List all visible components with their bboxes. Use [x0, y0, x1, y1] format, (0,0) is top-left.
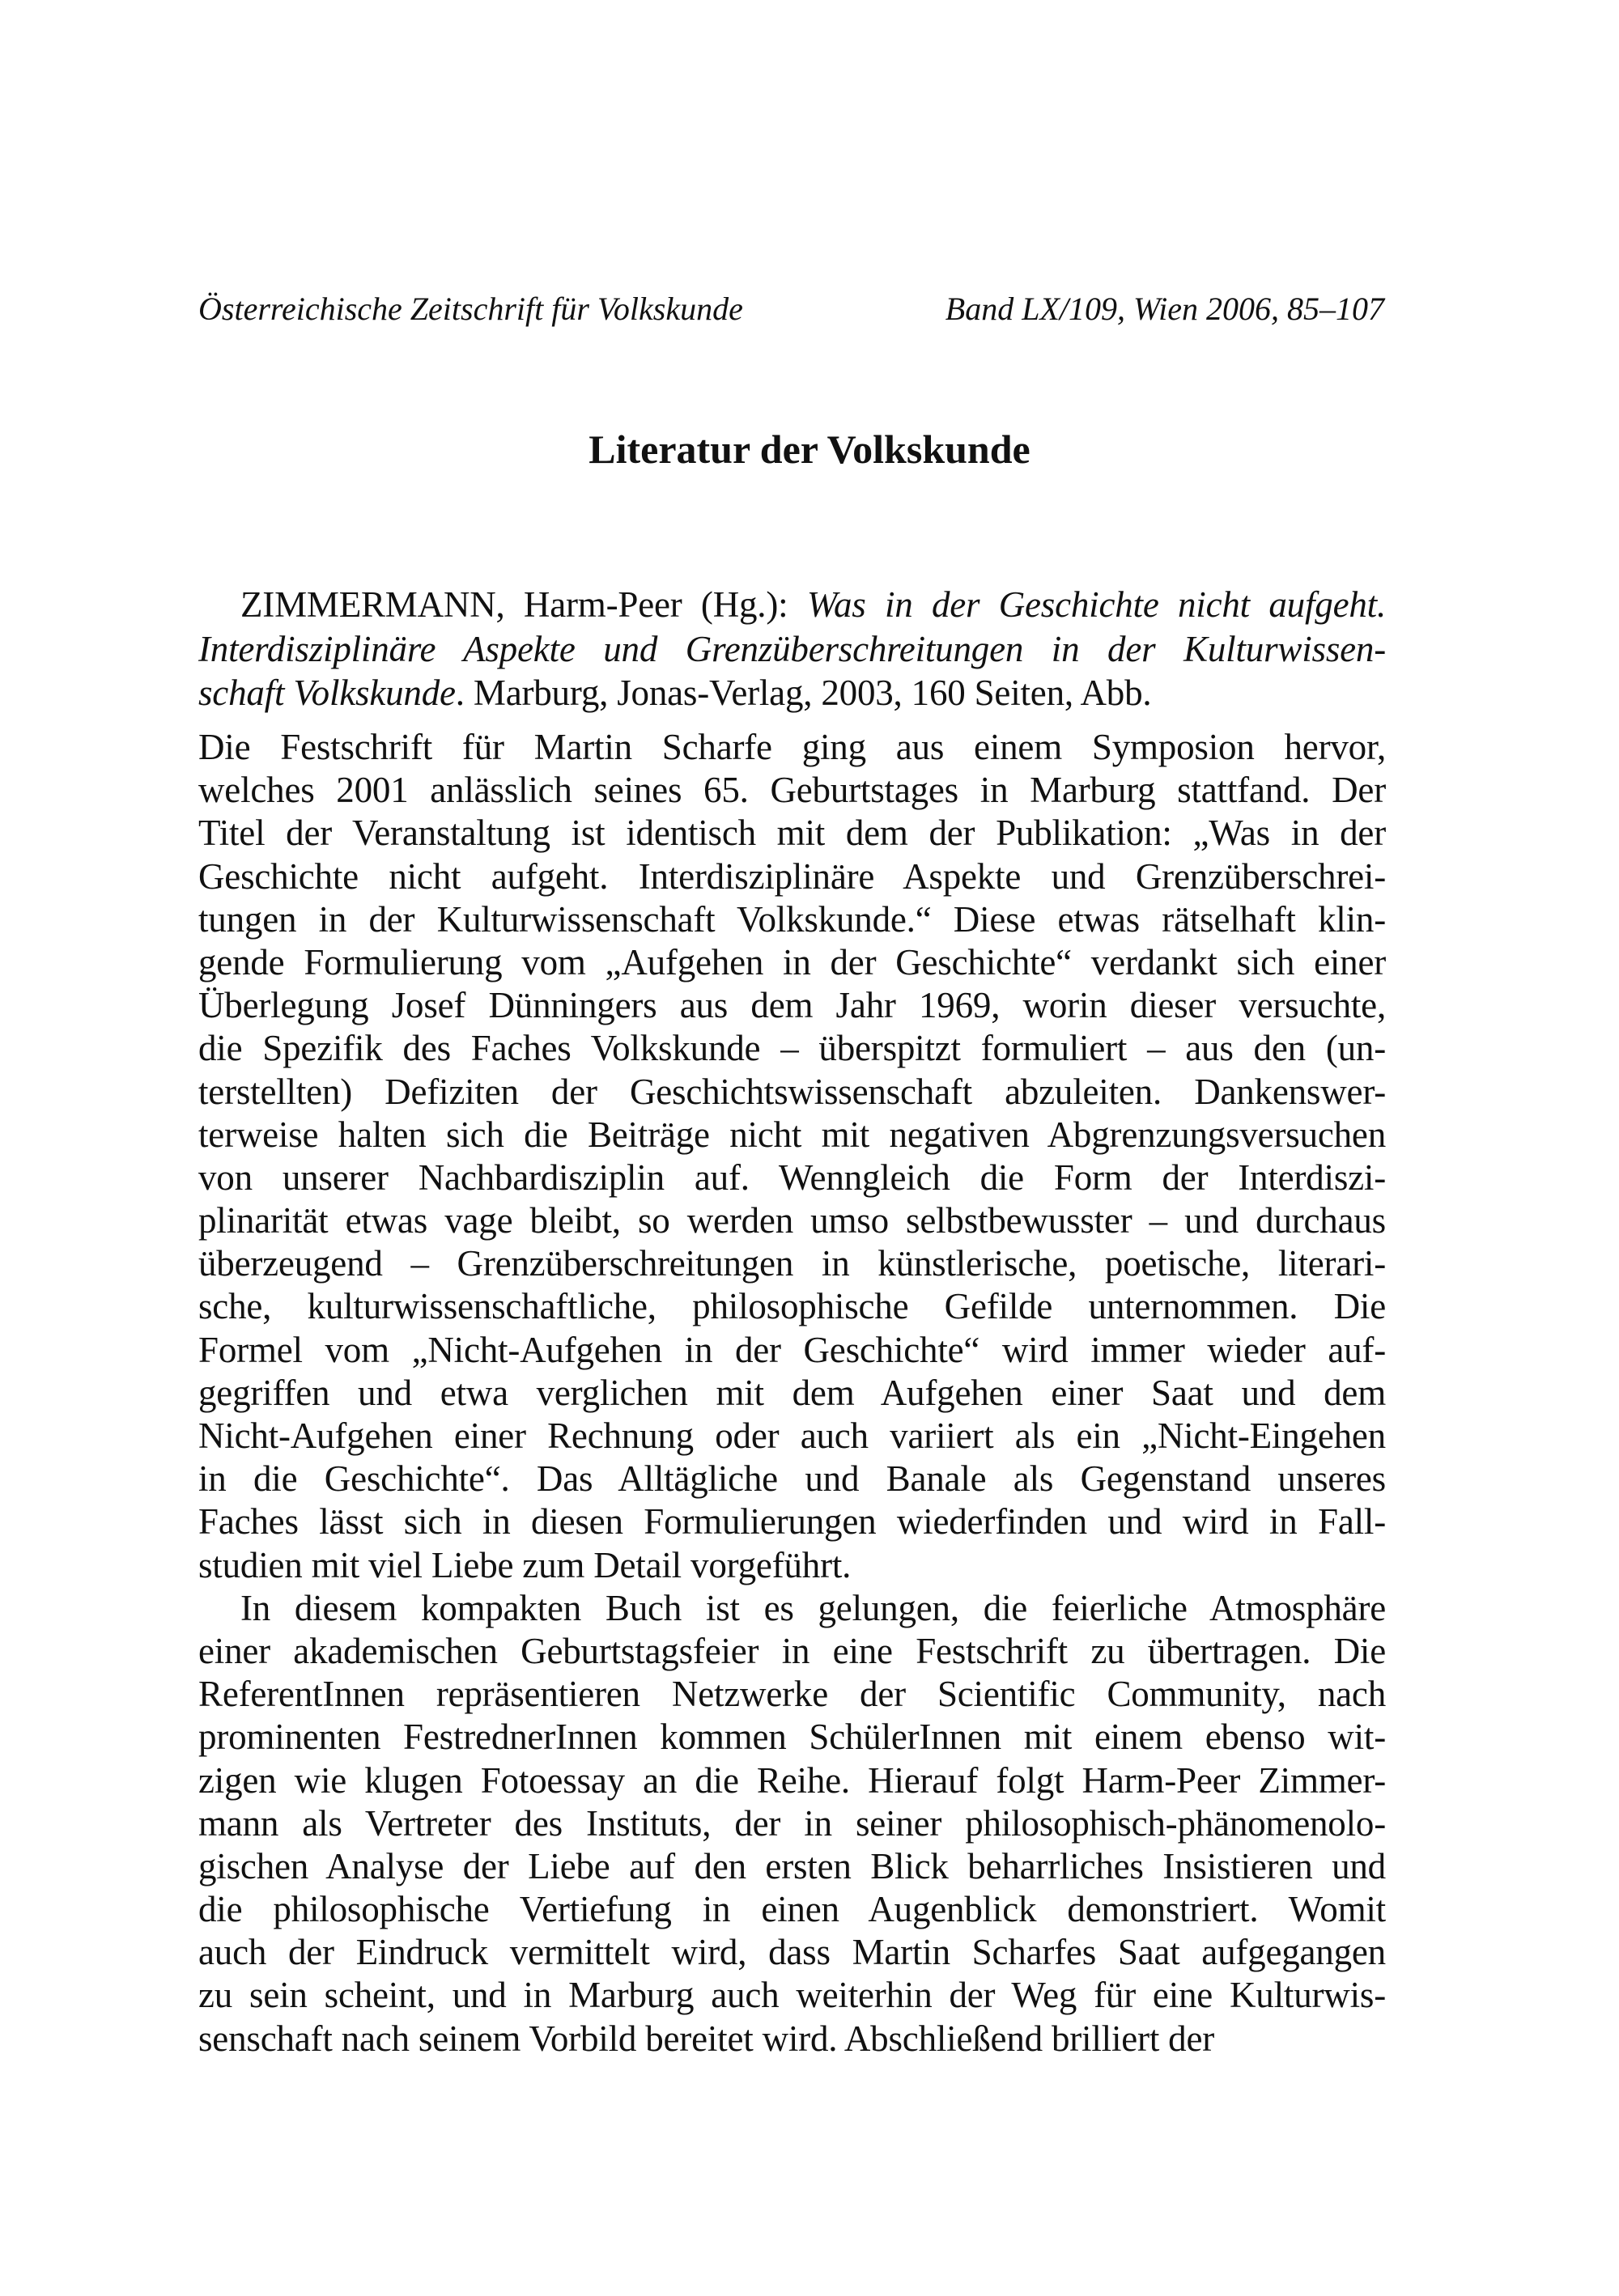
paragraph-line: die philosophische Vertiefung in einen Augenblick demonstriert. Womit	[198, 1889, 1386, 1930]
paragraph-line: zigen wie klugen Fotoessay an die Reihe. Hierauf folgt Harm-Peer Zimmer-	[198, 1759, 1386, 1801]
paragraph-line: plinarität etwas vage bleibt, so werden umso selbstbewusster – und durchaus	[198, 1200, 1386, 1241]
paragraph-line: auch der Eindruck vermittelt wird, dass Martin Scharfes Saat aufgegangen	[198, 1932, 1386, 1973]
paragraph-line: prominenten FestrednerInnen kommen SchülerInnen mit einem ebenso wit-	[198, 1717, 1386, 1758]
paragraph-line: Nicht-Aufgehen einer Rechnung oder auch variiert als ein „Nicht-Eingehen	[198, 1415, 1386, 1456]
review-body	[198, 726, 1386, 2060]
citation-publication: . Marburg, Jonas-Verlag, 2003, 160 Seiten, Abb.	[455, 673, 1152, 713]
paragraph-line: einer akademischen Geburtstagsfeier in eine Festschrift zu übertragen. Die	[198, 1630, 1386, 1671]
citation-title-end: schaft Volkskunde	[198, 673, 456, 713]
running-header-volume: Band LX/109, Wien 2006, 85–107	[945, 291, 1384, 327]
citation-line-3	[198, 671, 1386, 715]
paragraph-line: Titel der Veranstaltung ist identisch mit dem der Publikation: „Was in der	[198, 813, 1386, 854]
citation-line-2: Interdisziplinäre Aspekte und Grenzüberschreitungen in der Kulturwissen-	[198, 628, 1386, 669]
paragraph-line: sche, kulturwissenschaftliche, philosophische Gefilde unternommen. Die	[198, 1286, 1386, 1327]
paragraph-line: Formel vom „Nicht-Aufgehen in der Geschichte“ wird immer wieder auf-	[198, 1329, 1386, 1370]
paragraph-line: Geschichte nicht aufgeht. Interdisziplinäre Aspekte und Grenzüberschrei-	[198, 855, 1386, 897]
paragraph-line: mann als Vertreter des Instituts, der in seiner philosophisch-phänomenolo-	[198, 1802, 1386, 1844]
citation-title: Was in der Geschichte nicht aufgeht.	[806, 584, 1386, 625]
paragraph-line: senschaft nach seinem Vorbild bereitet wird. Abschließend brilliert der	[198, 2018, 1215, 2059]
paragraph-line: Die Festschrift für Martin Scharfe ging aus einem Symposion hervor,	[198, 727, 1386, 767]
paragraph-line: terstellten) Defiziten der Geschichtswissenschaft abzuleiten. Dankenswer-	[198, 1071, 1386, 1112]
citation-author: ZIMMERMANN, Harm-Peer (Hg.):	[240, 584, 807, 625]
paragraph-line: überzeugend – Grenzüberschreitungen in künstlerische, poetische, literari-	[198, 1243, 1386, 1284]
paragraph-line: terweise halten sich die Beiträge nicht mit negativen Abgrenzungsversuchen	[198, 1114, 1386, 1155]
paragraph-line: studien mit viel Liebe zum Detail vorgeführt.	[198, 1544, 852, 1585]
paragraph-line: gischen Analyse der Liebe auf den ersten Blick beharrliches Insistieren und	[198, 1845, 1386, 1886]
citation-line-1	[198, 583, 1386, 627]
paragraph-line: tungen in der Kulturwissenschaft Volkskunde.“ Diese etwas rätselhaft klin-	[198, 898, 1386, 940]
paragraph-line: zu sein scheint, und in Marburg auch weiterhin der Weg für eine Kulturwis-	[198, 1975, 1386, 2016]
paragraph-line: Faches lässt sich in diesen Formulierungen wiederfinden und wird in Fall-	[198, 1501, 1386, 1543]
running-header-journal: Österreichische Zeitschrift für Volkskunde	[198, 291, 743, 327]
paragraph-line: In diesem kompakten Buch ist es gelungen, die feierliche Atmosphäre	[240, 1587, 1386, 1628]
paragraph-line: Überlegung Josef Dünningers aus dem Jahr 1969, worin dieser versuchte,	[198, 985, 1386, 1026]
paragraph-line: die Spezifik des Faches Volkskunde – überspitzt formuliert – aus den (un-	[198, 1028, 1386, 1069]
paragraph-line: ReferentInnen repräsentieren Netzwerke der Scientific Community, nach	[198, 1674, 1386, 1715]
book-citation	[198, 583, 1386, 715]
paragraph-line: gende Formulierung vom „Aufgehen in der Geschichte“ verdankt sich einer	[198, 941, 1386, 982]
paragraph-line: von unserer Nachbardisziplin auf. Wenngleich die Form der Interdiszi-	[198, 1156, 1386, 1198]
paragraph-line: gegriffen und etwa verglichen mit dem Aufgehen einer Saat und dem	[198, 1372, 1386, 1413]
page-title: Literatur der Volkskunde	[589, 427, 1030, 472]
paragraph-line: in die Geschichte“. Das Alltägliche und Banale als Gegenstand unseres	[198, 1458, 1386, 1500]
paragraph-line: welches 2001 anlässlich seines 65. Geburtstages in Marburg stattfand. Der	[198, 770, 1386, 811]
